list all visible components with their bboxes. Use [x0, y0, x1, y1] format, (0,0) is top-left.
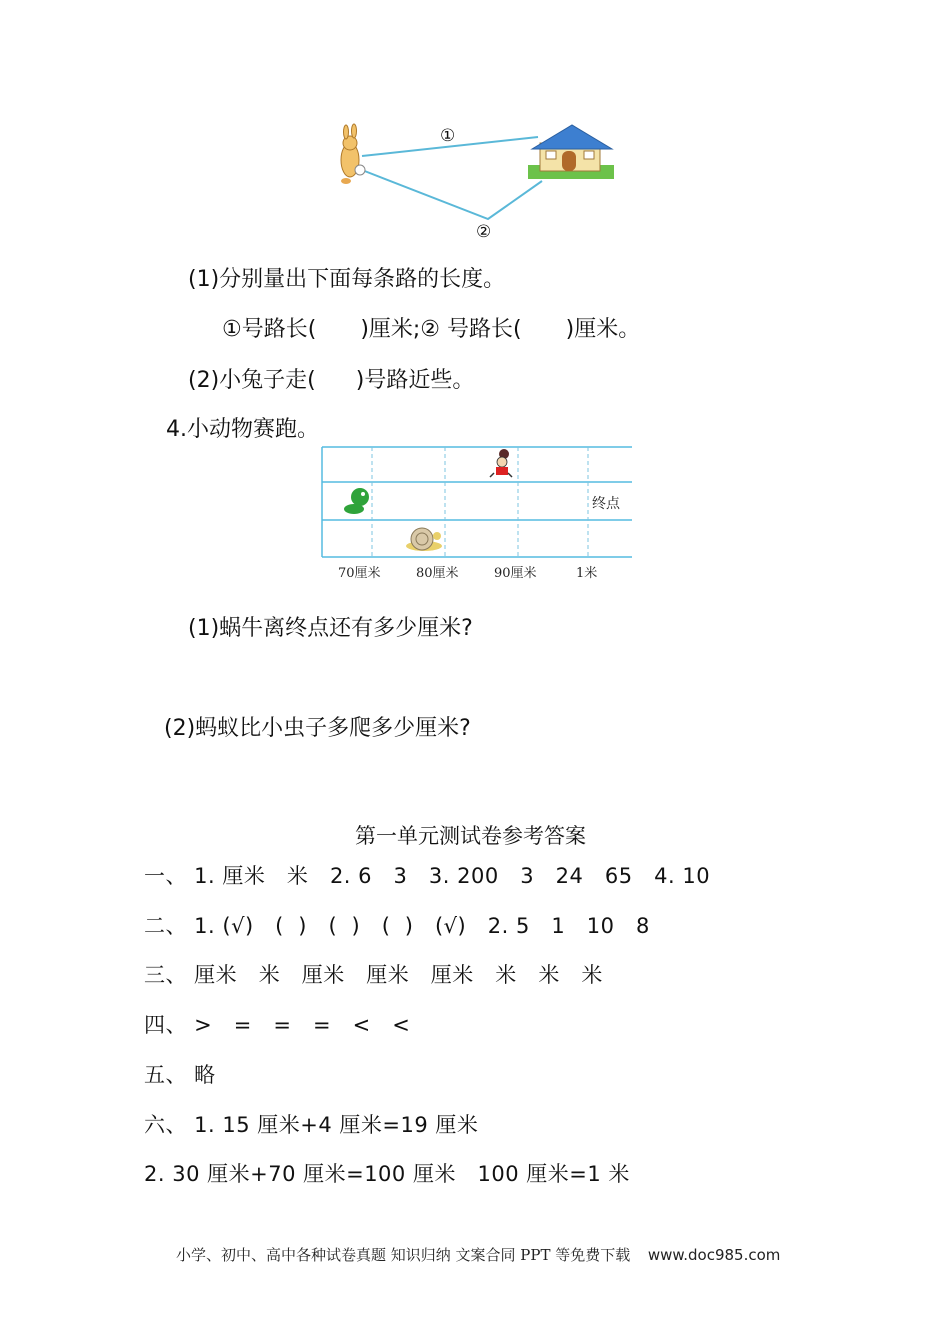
q4-title: 4.小动物赛跑。 [166, 417, 319, 442]
route-2-line [362, 170, 542, 219]
answer-row-6: 六、 1. 15 厘米+4 厘米=19 厘米 [144, 1113, 479, 1137]
answer-row-3: 三、 厘米 米 厘米 厘米 厘米 米 米 米 [144, 963, 603, 987]
q3-fill-line [222, 312, 640, 343]
race-figure [318, 443, 638, 588]
route-2-label: ② [476, 222, 492, 242]
q3-sub1: (1)分别量出下面每条路的长度。 [188, 267, 506, 292]
bug-icon [344, 488, 369, 514]
q3-sub2-a: (2)小兔子走( [188, 368, 316, 393]
axis-label-1m: 1米 [576, 566, 598, 581]
finish-label: 终点 [592, 496, 620, 512]
q3-fill-b: )厘米;② 号路长( [360, 317, 522, 342]
q4-sub2: (2)蚂蚁比小虫子多爬多少厘米? [164, 716, 471, 741]
answer-row-1: 一、 1. 厘米 米 2. 6 3 3. 200 3 24 65 4. 10 [144, 864, 711, 888]
rabbit-icon [341, 124, 365, 184]
q3-fill-c: )厘米。 [565, 317, 641, 342]
q4-sub1: (1)蜗牛离终点还有多少厘米? [188, 616, 473, 641]
answer-row-5: 五、 略 [144, 1063, 216, 1087]
answer-row-7: 2. 30 厘米+70 厘米=100 厘米 100 厘米=1 米 [144, 1162, 630, 1186]
q3-sub2 [188, 363, 474, 394]
footer-text: 小学、初中、高中各种试卷真题 知识归纳 文案合同 PPT 等免费下载 [176, 1246, 631, 1264]
axis-label-80: 80厘米 [416, 566, 459, 581]
route-figure [320, 115, 630, 245]
answer-row-4: 四、 > = = = < < [144, 1013, 411, 1037]
axis-label-70: 70厘米 [338, 566, 381, 581]
q3-sub2-b: )号路近些。 [355, 368, 475, 393]
snail-icon [406, 528, 442, 551]
footer [176, 1244, 780, 1265]
house-icon [528, 125, 614, 179]
ant-icon [490, 449, 512, 477]
axis-label-90: 90厘米 [494, 566, 537, 581]
route-1-label: ① [440, 126, 456, 146]
q3-fill-a: ①号路长( [222, 317, 317, 342]
answers-title: 第一单元测试卷参考答案 [355, 824, 586, 848]
answer-row-2: 二、 1. (√) ( ) ( ) ( ) (√) 2. 5 1 10 8 [144, 914, 650, 938]
footer-url[interactable]: www.doc985.com [647, 1246, 781, 1264]
